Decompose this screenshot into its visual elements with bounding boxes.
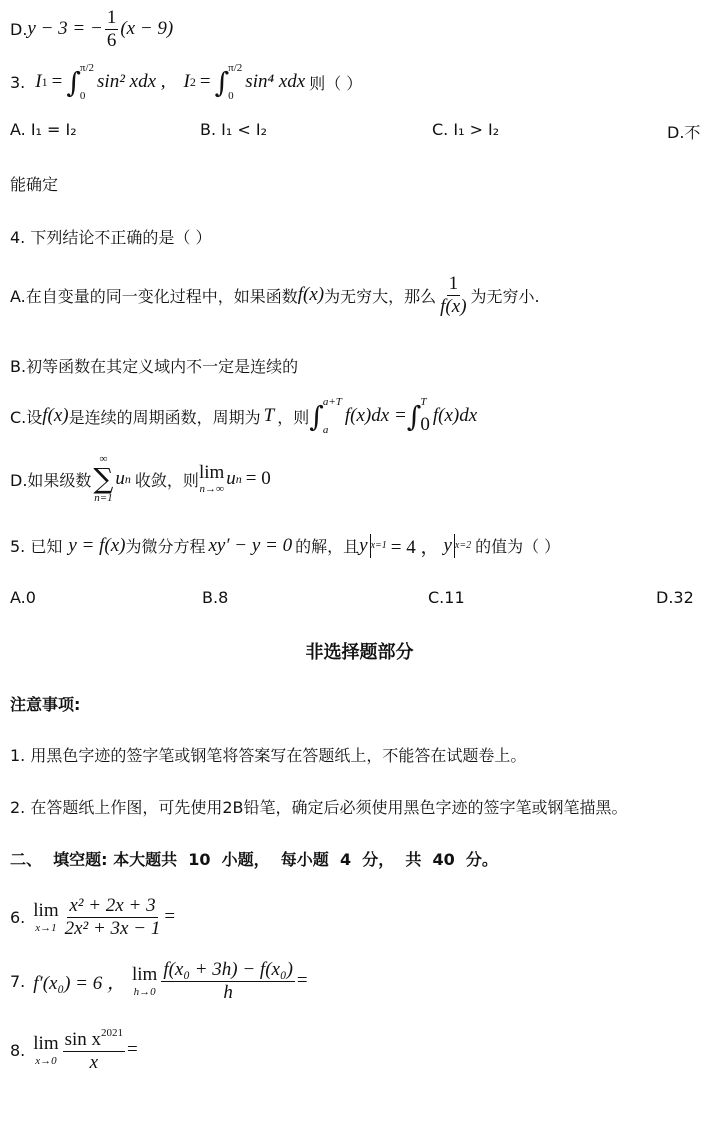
term: u — [226, 468, 236, 489]
limit — [33, 901, 58, 934]
question-4-stem — [10, 225, 211, 248]
denominator: f(x) — [440, 295, 467, 317]
fraction — [438, 274, 468, 317]
notice-heading — [10, 692, 80, 715]
condition: x=1 — [370, 540, 387, 551]
lower-limit: 0 — [79, 90, 86, 102]
differential-equation: xy′ − y = 0 — [208, 534, 293, 556]
q4-option-a — [10, 274, 540, 317]
text: 是连续的周期函数，周期为 — [68, 407, 261, 427]
integral-sign: ∫ — [66, 65, 81, 99]
fraction — [63, 896, 163, 939]
q5-option-c — [428, 588, 465, 607]
question-number: 7. — [10, 971, 26, 991]
notice-text: 2. 在答题纸上作图，可先使用2B铅笔，确定后必须使用黑色字迹的签字笔或钢笔描黑。 — [10, 798, 628, 817]
lim-label: lim — [131, 963, 158, 985]
text: 的值为（ ） — [475, 537, 561, 556]
option-text: B.8 — [202, 588, 229, 607]
text: C.设 — [10, 407, 43, 427]
section-title: 非选择题部分 — [305, 642, 414, 663]
term: u — [115, 468, 125, 489]
text: D.如果级数 — [10, 470, 92, 490]
question-number: 3. — [10, 72, 26, 92]
text: 5. 已知 — [10, 537, 63, 556]
q2-option-d — [10, 8, 173, 51]
integral-limits — [420, 396, 430, 436]
question-5 — [10, 532, 560, 559]
subscript: 1 — [41, 74, 48, 89]
text: 为无穷大，那么 — [324, 286, 437, 306]
option-text: D.不 — [667, 123, 701, 142]
text: ，则 — [277, 407, 310, 427]
q4-option-c — [10, 396, 477, 436]
numerator: 1 — [448, 273, 459, 294]
equation-lhs: y − 3 = − — [27, 18, 103, 40]
option-text: C.11 — [428, 588, 465, 607]
numerator: 1 — [106, 7, 117, 28]
subscript: n — [124, 471, 131, 486]
option-text: A. I₁ = I₂ — [10, 120, 77, 139]
lim-label: lim — [33, 1032, 59, 1054]
text: 为微分方程 — [125, 537, 206, 556]
denominator: x — [89, 1051, 99, 1073]
answer-blank: 则（ ） — [309, 73, 363, 93]
lim-label: lim — [33, 899, 59, 921]
sum-lower: n=1 — [94, 492, 113, 504]
upper-limit: π/2 — [228, 62, 243, 74]
text: 收敛，则 — [134, 470, 199, 490]
question-6 — [10, 896, 175, 939]
q4-option-d — [10, 454, 271, 504]
question-3 — [10, 62, 362, 102]
lower-limit: a — [322, 424, 329, 436]
evaluation-bar — [443, 534, 454, 558]
lim-sub: x→1 — [35, 921, 57, 934]
integral-1 — [309, 396, 345, 436]
integral-sign: ∫ — [309, 399, 324, 433]
q5-option-a — [10, 588, 36, 607]
upper-limit: a+T — [322, 396, 342, 408]
subscript: 2 — [189, 74, 196, 89]
function: f(x) — [42, 405, 69, 426]
lower-limit: 0 — [420, 414, 430, 435]
lower-limit: 0 — [228, 90, 234, 102]
q3-option-a — [10, 120, 77, 139]
notice-item-2 — [10, 795, 628, 818]
var-y: y — [443, 534, 452, 556]
integrand-2: sin⁴ xdx — [245, 71, 306, 92]
integral-2 — [407, 396, 433, 436]
q5-option-b — [202, 588, 228, 607]
equals: = — [164, 906, 176, 928]
fraction — [105, 8, 119, 51]
question-8 — [10, 1028, 138, 1073]
q5-option-d — [656, 588, 694, 607]
option-text: D.32 — [656, 588, 694, 607]
q3-option-c — [432, 120, 499, 139]
q3-option-d-cont — [10, 172, 58, 195]
integrand: f(x)dx = — [344, 405, 407, 426]
option-label: D. — [10, 19, 28, 39]
var-i1: I — [35, 71, 42, 92]
text: 为无穷小. — [470, 286, 540, 306]
numerator: f(x₀ + 3h) − f(x₀) — [163, 959, 293, 980]
var-i2: I — [183, 71, 190, 92]
limit — [33, 1034, 58, 1067]
value: = 4 ， — [390, 537, 440, 558]
integral-limits — [323, 396, 342, 436]
numerator-text: sin x — [64, 1029, 102, 1050]
integral-limits — [228, 62, 242, 102]
option-text: B.初等函数在其定义域内不一定是连续的 — [10, 357, 299, 376]
text: A.在自变量的同一变化过程中，如果函数 — [10, 286, 298, 306]
integral-limits — [80, 62, 94, 102]
condition: x=2 — [454, 540, 472, 551]
equals: = — [296, 970, 308, 992]
evaluation-bar — [359, 534, 370, 558]
question-7 — [10, 960, 308, 1003]
question-text: 4. 下列结论不正确的是（ ） — [10, 228, 212, 247]
denominator: 2x² + 3x − 1 — [64, 917, 161, 939]
given: f′(x₀) = 6 ， — [33, 972, 126, 994]
q3-option-d — [667, 120, 700, 143]
integrand-1: sin² xdx , — [97, 71, 166, 92]
period-symbol: T — [263, 405, 275, 426]
option-text: B. I₁ < I₂ — [200, 120, 267, 139]
numerator — [63, 1028, 125, 1052]
equals-zero: = 0 — [245, 468, 271, 489]
notice-item-1 — [10, 743, 526, 766]
lim-sub: n→∞ — [199, 483, 224, 496]
denominator: 6 — [106, 29, 117, 51]
sum-upper: ∞ — [99, 453, 108, 465]
part-2-heading — [10, 847, 498, 870]
heading-text: 二、 填空题: 本大题共 10 小题， 每小题 4 分， 共 40 分。 — [10, 850, 498, 869]
subscript: n — [235, 471, 242, 486]
integral-sign: ∫ — [214, 65, 230, 99]
notice-text: 注意事项: — [10, 695, 81, 714]
exponent: 2021 — [101, 1027, 124, 1039]
upper-limit: π/2 — [79, 62, 95, 74]
notice-text: 1. 用黑色字迹的签字笔或钢笔将答案写在答题纸上，不能答在试题卷上。 — [10, 746, 527, 765]
equation-rhs: (x − 9) — [120, 18, 174, 40]
var-y: y — [359, 534, 368, 556]
lim-sub: x→0 — [35, 1054, 57, 1067]
integral-1 — [66, 62, 97, 102]
limit — [199, 463, 224, 496]
lim-label: lim — [198, 461, 225, 483]
question-number: 6. — [10, 907, 26, 927]
option-text: C. I₁ > I₂ — [432, 120, 500, 139]
fraction — [63, 1028, 125, 1073]
integral-sign: ∫ — [406, 399, 422, 433]
numerator: x² + 2x + 3 — [69, 895, 156, 916]
upper-limit: T — [420, 396, 427, 408]
integral-2 — [215, 62, 246, 102]
equals: = — [51, 71, 63, 92]
text: 的解，且 — [295, 537, 360, 556]
lim-sub: h→0 — [133, 985, 156, 998]
equals: = — [127, 1039, 138, 1061]
integrand: f(x)dx — [432, 405, 478, 426]
option-text: A.0 — [10, 588, 36, 607]
q3-option-b — [200, 120, 267, 139]
sigma-symbol: ∑ — [93, 462, 114, 495]
equals: = — [199, 71, 211, 92]
q4-option-b — [10, 354, 298, 377]
equation: y = f(x) — [68, 534, 126, 556]
question-number: 8. — [10, 1040, 26, 1060]
option-text: 能确定 — [10, 175, 59, 194]
fraction — [161, 960, 295, 1003]
limit — [132, 965, 157, 998]
summation — [93, 454, 113, 504]
function: f(x) — [297, 284, 325, 306]
denominator: h — [223, 981, 233, 1003]
